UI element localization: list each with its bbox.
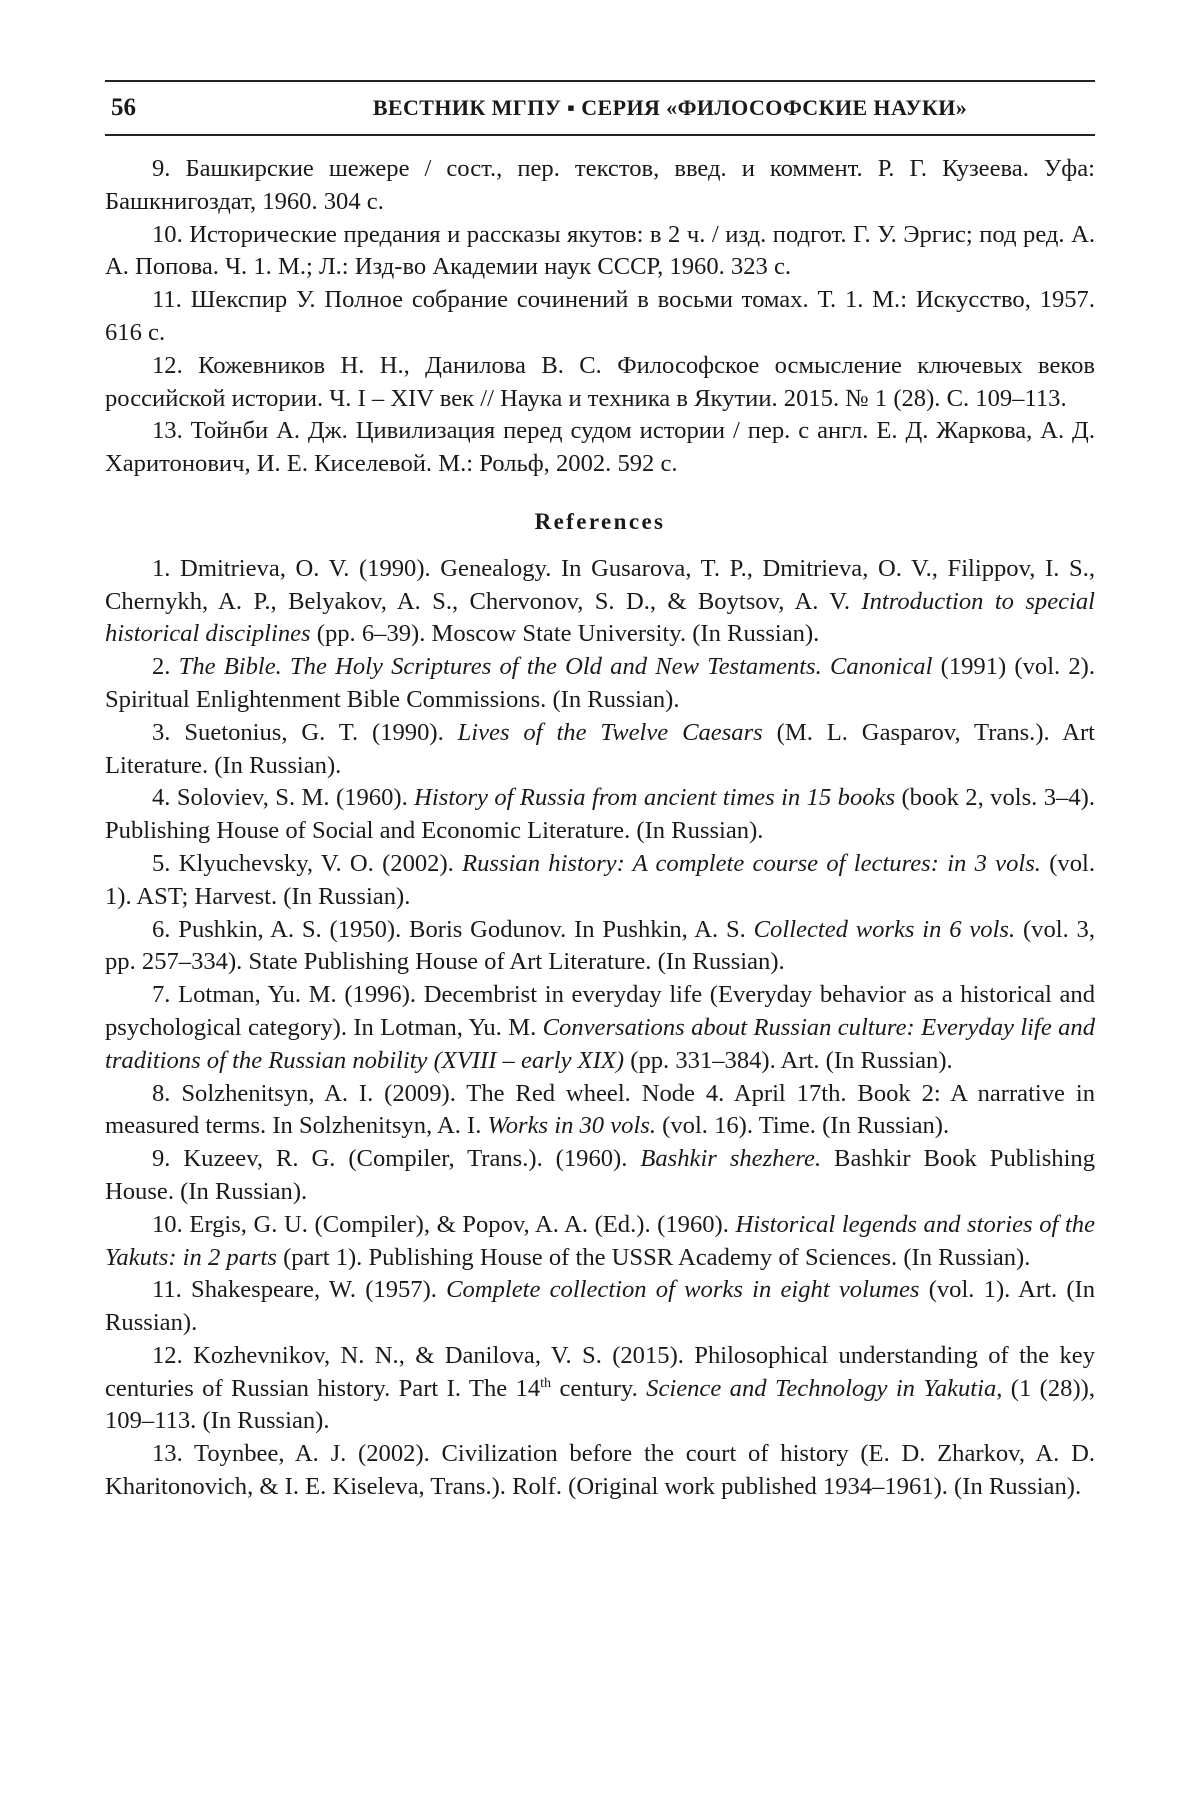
reference-text: (vol. 1). AST; Harvest. (In Russian). xyxy=(105,850,1095,910)
reference-text: 4. Soloviev, S. M. (1960). xyxy=(152,784,414,811)
reference-source-title: Russian history: A complete course of lectures: in 3 vols. xyxy=(462,850,1041,877)
russian-reference-item: 10. Исторические предания и рассказы якутов: в 2 ч. / изд. подгот. Г. У. Эргис; под ред. А. А. Попова. Ч. 1. М.; Л.: Изд-во Академии наук СССР, 1960. 323 с. xyxy=(105,219,1095,285)
reference-text: 12. Kozhevnikov, N. N., & Danilova, V. S. (2015). Philosophical understanding of the key centuries of Russian history. Part I. The 14 xyxy=(105,1342,1095,1402)
reference-item xyxy=(105,1209,1095,1275)
reference-source-title: The Bible. The Holy Scriptures of the Old and New Testaments. Canonical xyxy=(179,653,933,680)
journal-title: ВЕСТНИК МГПУ ▪ СЕРИЯ «ФИЛОСОФСКИЕ НАУКИ» xyxy=(255,95,1085,121)
reference-source-title: Conversations about Russian culture: Everyday life and traditions of the Russian nobility (XVIII – early XIX) xyxy=(105,1014,1095,1074)
reference-text: (vol. 16). Time. (In Russian). xyxy=(656,1112,949,1139)
reference-item xyxy=(105,1340,1095,1438)
reference-text: 5. Klyuchevsky, V. O. (2002). xyxy=(152,850,462,877)
superscript-ordinal: th xyxy=(540,1376,551,1391)
reference-item xyxy=(105,914,1095,980)
reference-source-title: Science and Technology in Yakutia xyxy=(646,1375,996,1402)
reference-text: 6. Pushkin, A. S. (1950). Boris Godunov. In Pushkin, A. S. xyxy=(152,916,754,943)
reference-item xyxy=(105,848,1095,914)
reference-text: 2. xyxy=(152,653,179,680)
reference-text: 10. Ergis, G. U. (Compiler), & Popov, A. A. (Ed.). (1960). xyxy=(152,1211,736,1238)
reference-content xyxy=(105,153,1095,1504)
reference-text: 11. Shakespeare, W. (1957). xyxy=(152,1276,446,1303)
reference-text: (pp. 331–384). Art. (In Russian). xyxy=(624,1047,953,1074)
reference-text: 1. Dmitrieva, O. V. (1990). Genealogy. In Gusarova, T. P., Dmitrieva, O. V., Filippov, I. S., Chernykh, A. P., Belyakov, A. S., Chervonov, S. D., & Boytsov, A. V. xyxy=(105,555,1095,615)
russian-reference-item: 13. Тойнби А. Дж. Цивилизация перед судом истории / пер. с англ. Е. Д. Жаркова, А. Д. Харитонович, И. Е. Киселевой. М.: Рольф, 2002. 592 с. xyxy=(105,415,1095,481)
reference-text: 13. Toynbee, A. J. (2002). Civilization before the court of history (E. D. Zharkov, A. D. Kharitonovich, & I. E. Kiseleva, Trans.). Rolf. (Original work published 1934–1961). (In Russian). xyxy=(105,1440,1095,1500)
reference-text: (part 1). Publishing House of the USSR Academy of Sciences. (In Russian). xyxy=(277,1244,1030,1271)
reference-source-title: Bashkir shezhere. xyxy=(640,1145,821,1172)
reference-text: (1991) (vol. 2). Spiritual Enlightenment Bible Commissions. (In Russian). xyxy=(105,653,1095,713)
reference-item xyxy=(105,1078,1095,1144)
reference-source-title: Collected works in 6 vols. xyxy=(754,916,1015,943)
reference-text: , (1 (28)), 109–113. (In Russian). xyxy=(105,1375,1095,1435)
reference-item xyxy=(105,1143,1095,1209)
reference-source-title: Introduction to special historical disciplines xyxy=(105,588,1095,648)
reference-item xyxy=(105,651,1095,717)
reference-text: (pp. 6–39). Moscow State University. (In Russian). xyxy=(311,620,820,647)
russian-reference-item: 12. Кожевников Н. Н., Данилова В. С. Философское осмысление ключевых веков российской истории. Ч. I – XIV век // Наука и техника в Якутии. 2015. № 1 (28). С. 109–113. xyxy=(105,350,1095,416)
reference-source-title: Lives of the Twelve Caesars xyxy=(458,719,763,746)
reference-text: (vol. 3, pp. 257–334). State Publishing House of Art Literature. (In Russian). xyxy=(105,916,1095,976)
page-number: 56 xyxy=(111,94,136,122)
reference-text: 9. Kuzeev, R. G. (Compiler, Trans.). (1960). xyxy=(152,1145,640,1172)
running-header xyxy=(105,80,1095,136)
reference-text: 8. Solzhenitsyn, A. I. (2009). The Red wheel. Node 4. April 17th. Book 2: A narrative in measured terms. In Solzhenitsyn, A. I. xyxy=(105,1080,1095,1140)
russian-reference-item: 11. Шекспир У. Полное собрание сочинений в восьми томах. Т. 1. М.: Искусство, 1957. 616 с. xyxy=(105,284,1095,350)
reference-source-title: Works in 30 vols. xyxy=(488,1112,657,1139)
russian-reference-item: 9. Башкирские шежере / сост., пер. текстов, введ. и коммент. Р. Г. Кузеева. Уфа: Башкнигоздат, 1960. 304 с. xyxy=(105,153,1095,219)
references-heading: References xyxy=(105,506,1095,539)
reference-text: (M. L. Gasparov, Trans.). Art Literature. (In Russian). xyxy=(105,719,1095,779)
reference-text: 3. Suetonius, G. T. (1990). xyxy=(152,719,458,746)
reference-item xyxy=(105,782,1095,848)
reference-text: 7. Lotman, Yu. M. (1996). Decembrist in everyday life (Everyday behavior as a historical and psychological category). In Lotman, Yu. M. xyxy=(105,981,1095,1041)
reference-item xyxy=(105,979,1095,1077)
reference-item xyxy=(105,553,1095,651)
journal-page xyxy=(0,0,1200,1800)
reference-text: (vol. 1). Art. (In Russian). xyxy=(105,1276,1095,1336)
reference-source-title: Complete collection of works in eight volumes xyxy=(446,1276,919,1303)
reference-item xyxy=(105,1274,1095,1340)
reference-source-title: History of Russia from ancient times in 15 books xyxy=(414,784,895,811)
reference-text: (book 2, vols. 3–4). Publishing House of Social and Economic Literature. (In Russian). xyxy=(105,784,1095,844)
reference-text: century. xyxy=(551,1375,646,1402)
reference-source-title: Historical legends and stories of the Yakuts: in 2 parts xyxy=(105,1211,1095,1271)
reference-text: Bashkir Book Publishing House. (In Russian). xyxy=(105,1145,1095,1205)
reference-item xyxy=(105,1438,1095,1504)
reference-item xyxy=(105,717,1095,783)
